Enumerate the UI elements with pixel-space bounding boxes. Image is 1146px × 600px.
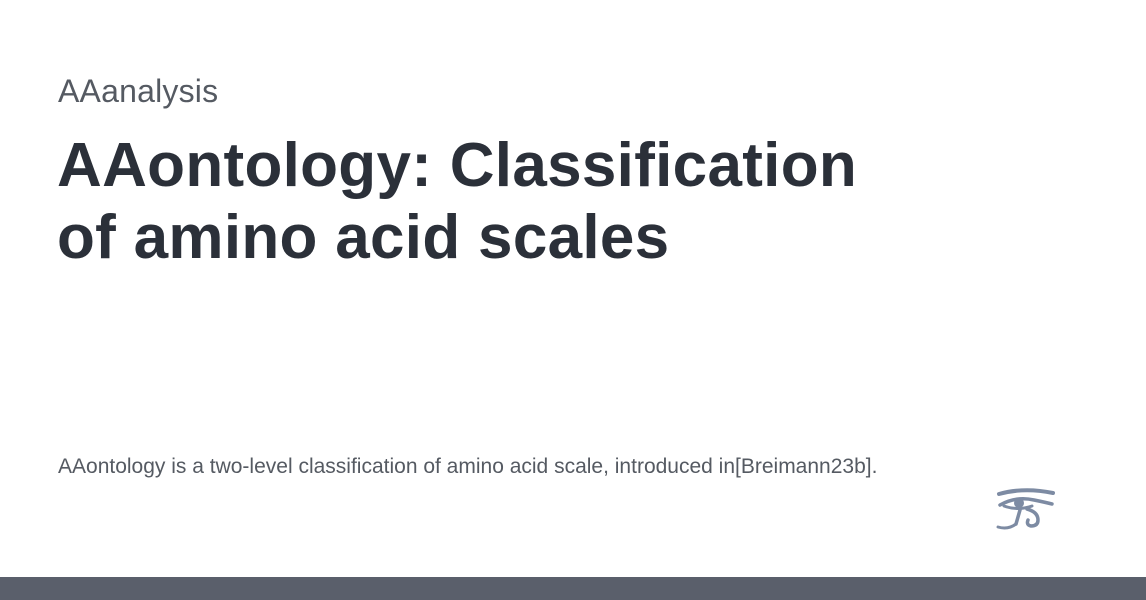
page-description: AAontology is a two-level classification of amino acid scale, introduced in[Breimann23b].: [58, 455, 878, 478]
footer-bar: [0, 577, 1146, 600]
page-title-line-1: AAontology: Classification: [57, 131, 858, 200]
page-title: [57, 130, 877, 274]
eye-of-horus-icon: [994, 486, 1058, 534]
site-name: AAanalysis: [58, 73, 219, 109]
page-title-line-2: of amino acid scales: [57, 203, 670, 272]
